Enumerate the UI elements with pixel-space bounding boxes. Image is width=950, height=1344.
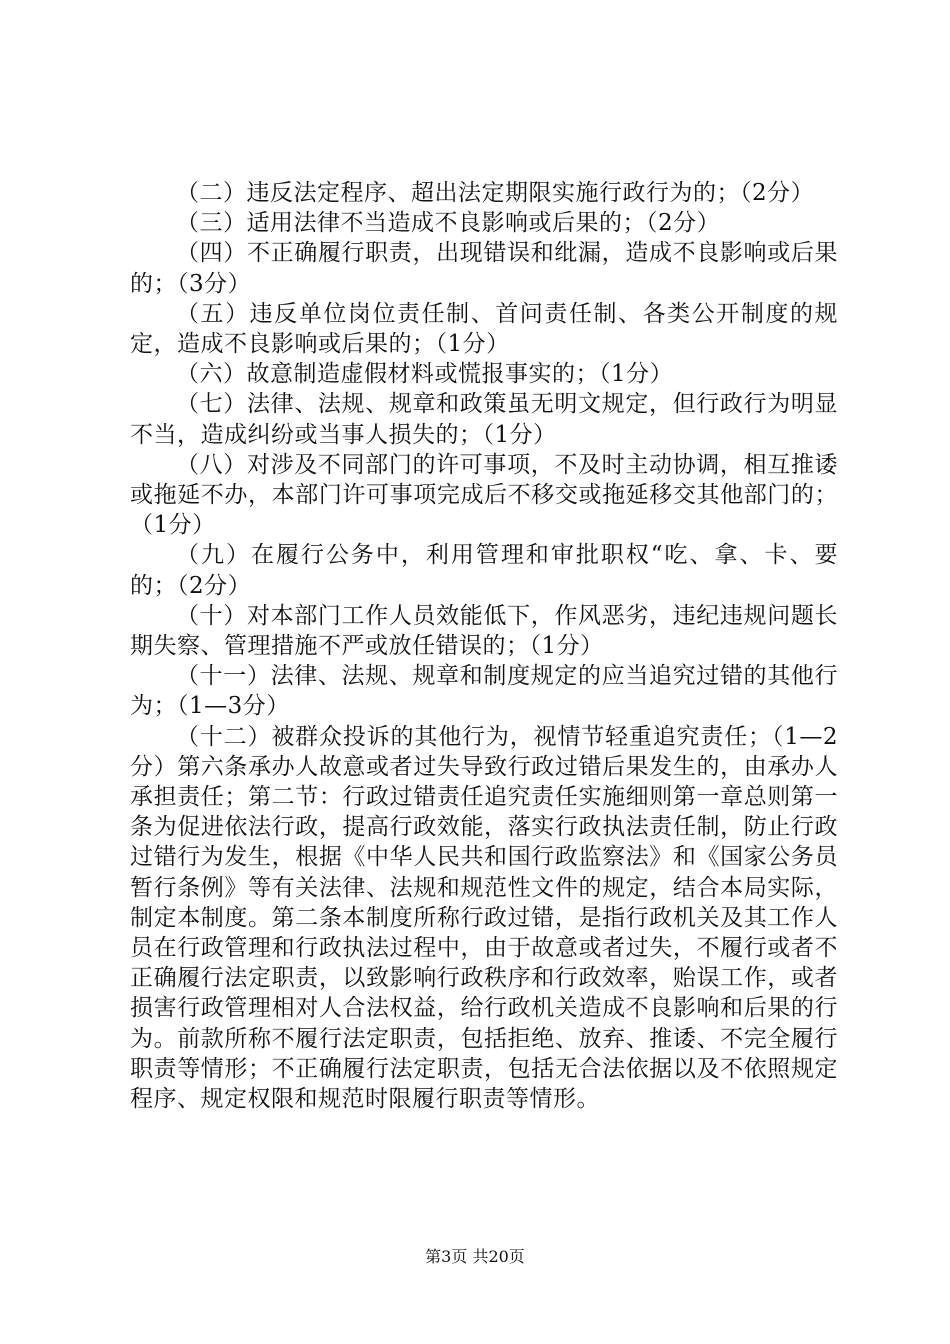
document-body bbox=[130, 178, 838, 1114]
paragraph-item-2: （二）违反法定程序、超出法定期限实施行政行为的；（2分） bbox=[176, 180, 815, 206]
paragraph-item-10: （十）对本部门工作人员效能低下，作风恶劣，违纪违规问题长期失察、管理措施不严或放任错误的；（1分） bbox=[130, 602, 838, 660]
paragraph-item-9: （九）在履行公务中，利用管理和审批职权“吃、拿、卡、要的；（2分） bbox=[130, 542, 838, 599]
paragraph-item-4: （四）不正确履行职责，出现错误和纰漏，造成不良影响或后果的；（3分） bbox=[130, 240, 838, 297]
paragraph-item-7: （七）法律、法规、规章和政策虽无明文规定，但行政行为明显不当，造成纠纷或当事人损失的；（1分） bbox=[130, 391, 838, 448]
paragraph-item-5: （五）违反单位岗位责任制、首问责任制、各类公开制度的规定，造成不良影响或后果的；（1分） bbox=[130, 300, 838, 358]
paragraph-item-8: （八）对涉及不同部门的许可事项，不及时主动协调，相互推诿或拖延不办，本部门许可事项完成后不移交或拖延移交其他部门的；（1分） bbox=[130, 451, 838, 539]
page-number-footer: 第3页 共20页 bbox=[425, 1247, 525, 1266]
paragraph-item-6: （六）故意制造虚假材料或慌报事实的；（1分） bbox=[176, 361, 674, 388]
paragraph-item-3: （三）适用法律不当造成不良影响或后果的；（2分） bbox=[176, 210, 721, 237]
paragraph-item-12: （十二）被群众投诉的其他行为，视情节轻重追究责任；（1—2分）第六条承办人故意或者过失导致行政过错后果发生的，由承办人承担责任；第二节：行政过错责任追究责任实施细则第一章总则第一条为促进依法行政，提高行政效能，落实行政执法责任制，防止行政过错行为发生，根据《中华人民共和国行政监察法》和《国家公务员暂行条例》等有关法律、法规和规范性文件的规定，结合本局实际，制定本制度。第二条本制度所称行政过错，是指行政机关及其工作人员在行政管理和行政执法过程中，由于故意或者过失，不履行或者不正确履行法定职责，以致影响行政秩序和行政效率，贻误工作，或者损害行政管理相对人合法权益，给行政机关造成不良影响和后果的行为。前款所称不履行法定职责，包括拒绝、放弃、推诿、不完全履行职责等情形；不正确履行法定职责，包括无合法依据以及不依照规定程序、规定权限和规范时限履行职责等情形。 bbox=[130, 723, 838, 1113]
paragraph-item-11: （十一）法律、法规、规章和制度规定的应当追究过错的其他行为；（1—3分） bbox=[130, 663, 838, 720]
